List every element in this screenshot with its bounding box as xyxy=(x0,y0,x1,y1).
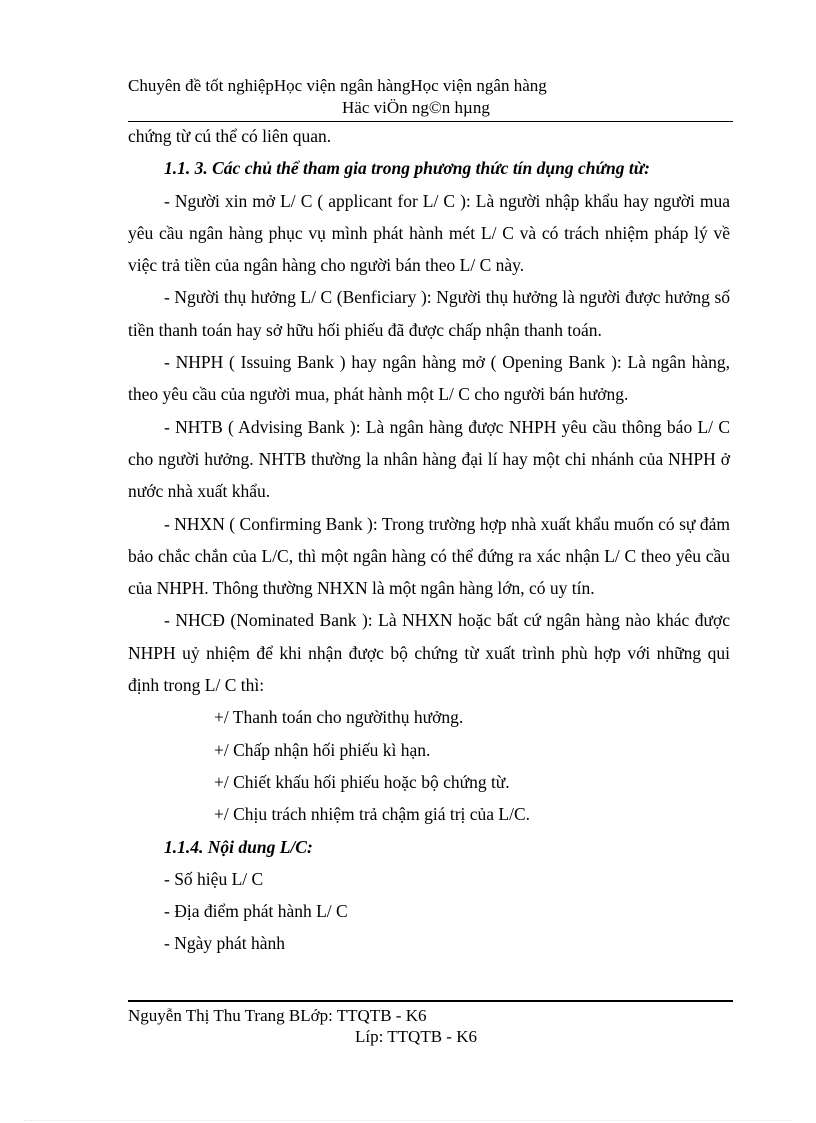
paragraph-beneficiary: - Người thụ hưởng L/ C (Benficiary ): Người thụ hưởng là người được hưởng số tiền thanh toán hay sở hữu hối phiếu đã được chấp nhận thanh toán. xyxy=(128,287,730,340)
page-header xyxy=(128,76,734,122)
duty-item: +/ Chiết khấu hối phiếu hoặc bộ chứng từ. xyxy=(214,771,510,792)
duty-item: +/ Chịu trách nhiệm trả chậm giá trị của L/C. xyxy=(214,804,531,825)
section-heading-1-1-4: 1.1.4. Nội dung L/C: xyxy=(164,836,313,857)
document-body xyxy=(128,120,730,960)
header-title: Chuyên đề tốt nghiệpHọc viện ngân hàngHọc viện ngân hàng xyxy=(128,76,547,95)
lc-content-item: - Số hiệu L/ C xyxy=(164,868,264,889)
intro-line: chứng từ cú thể có liên quan. xyxy=(128,126,332,146)
page-bottom-edge xyxy=(24,1120,792,1121)
paragraph-advising-bank: - NHTB ( Advising Bank ): Là ngân hàng được NHPH yêu cầu thông báo L/ C cho người hưởng. NHTB thường la nhân hàng đại lí hay một chi nhánh của NHPH ở nước nhà xuất khẩu. xyxy=(128,416,730,502)
paragraph-issuing-bank: - NHPH ( Issuing Bank ) hay ngân hàng mở ( Opening Bank ): Là ngân hàng, theo yêu cầu của người mua, phát hành một L/ C cho người bán hưởng. xyxy=(128,352,730,405)
section-heading-1-1-3: 1.1. 3. Các chủ thể tham gia trong phương thức tín dụng chứng từ: xyxy=(164,158,651,179)
footer-divider xyxy=(128,1000,733,1002)
duty-item: +/ Thanh toán cho ngườithụ hưởng. xyxy=(214,707,464,728)
lc-content-item: - Địa điểm phát hành L/ C xyxy=(164,901,348,922)
footer-class: Líp: TTQTB - K6 xyxy=(355,1027,477,1046)
lc-content-item: - Ngày phát hành xyxy=(164,933,286,954)
paragraph-confirming-bank: - NHXN ( Confirming Bank ): Trong trường hợp nhà xuất khẩu muốn có sự đảm bảo chắc chắn của L/C, thì một ngân hàng có thể đứng ra xác nhận L/ C theo yêu cầu của NHPH. Thông thường NHXN là một ngân hàng lớn, có uy tín. xyxy=(128,513,730,599)
paragraph-applicant: - Người xin mở L/ C ( applicant for L/ C ): Là người nhập khẩu hay người mua yêu cầu ngân hàng phục vụ mình phát hành mét L/ C và có trách nhiệm pháp lý về việc trả tiền của ngân hàng cho người bán theo L/ C này. xyxy=(128,190,730,276)
header-subtitle: Häc viÖn ng©n hµng xyxy=(342,98,490,117)
paragraph-nominated-bank: - NHCĐ (Nominated Bank ): Là NHXN hoặc bất cứ ngân hàng nào khác được NHPH uỷ nhiệm để khi nhận được bộ chứng từ xuất trình phù hợp với những qui định trong L/ C thì: xyxy=(128,610,730,696)
footer-author: Nguyễn Thị Thu Trang BLớp: TTQTB - K6 xyxy=(128,1006,427,1025)
duty-item: +/ Chấp nhận hối phiếu kì hạn. xyxy=(214,739,431,760)
